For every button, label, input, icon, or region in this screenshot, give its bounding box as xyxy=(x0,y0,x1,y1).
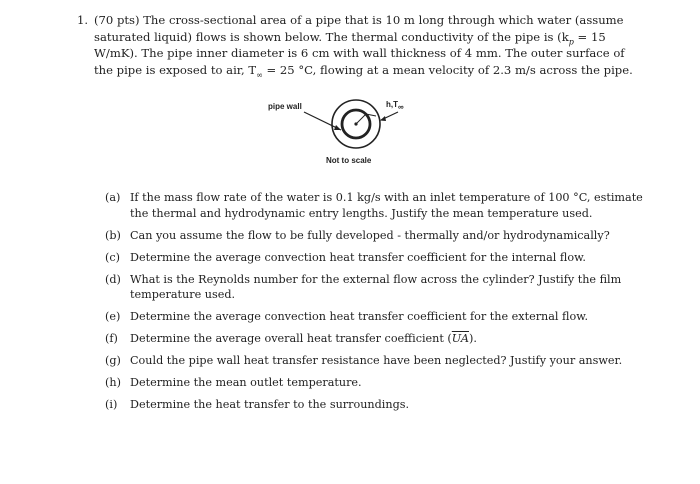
problem-line-2: saturated liquid) flows is shown below. The thermal conductivity of the pipe is ($k_p = 15$ xyxy=(94,29,606,46)
part-c: (c) Determine the average convection heat transfer coefficient for the internal flow. xyxy=(105,250,586,264)
part-label: (b) xyxy=(105,228,121,242)
tinf-subscript: ∞ xyxy=(256,70,263,80)
part-a: (a) If the mass flow rate of the water is 0.1 kg/s with an inlet temperature of 100 °C, estimate the thermal and hydrodynamic entry lengths. Justify the mean temperature used. xyxy=(105,191,643,220)
problem-statement xyxy=(77,12,644,80)
part-label: (h) xyxy=(105,376,121,390)
convection-arrowhead xyxy=(380,116,386,121)
pipe-cross-section-figure xyxy=(240,92,500,176)
part-b: (b) Can you assume the flow to be fully developed - thermally and/or hydrodynamically? xyxy=(105,228,610,242)
pipe-wall-arrowhead xyxy=(334,125,341,130)
not-to-scale-label: Not to scale xyxy=(326,156,372,165)
h-tinf-subscript: ∞ xyxy=(398,102,404,112)
problem-line-4: the pipe is exposed to air, $T_\infty = 25$ °C, flowing at a mean velocity of 2.3 m/s across the pipe. xyxy=(94,62,633,80)
part-label: (a) xyxy=(105,191,121,204)
problem-line-3: W/mK). The pipe inner diameter is 6 cm with wall thickness of 4 mm. The outer surface of xyxy=(94,46,625,61)
part-label: (c) xyxy=(105,250,120,264)
part-label: (e) xyxy=(105,310,121,324)
question-parts-list xyxy=(105,190,650,419)
part-label: (f) xyxy=(105,332,118,346)
problem-line-1: (70 pts) The cross-sectional area of a pipe that is 10 m long through which water (assume xyxy=(94,13,624,27)
kp-subscript: p xyxy=(568,36,574,46)
part-f: (f) Determine the average overall heat transfer coefficient $(\overline{UA})$. xyxy=(105,332,477,346)
kp-value: = 15 xyxy=(577,29,606,44)
part-label: (d) xyxy=(105,272,121,286)
part-d: (d) What is the Reynolds number for the external flow across the cylinder? Justify the film temperature used. xyxy=(105,272,622,302)
part-h: (h) Determine the mean outlet temperature. xyxy=(105,376,362,390)
problem-number: 1. xyxy=(77,13,89,27)
part-g: (g) Could the pipe wall heat transfer resistance have been neglected? Justify your answer. xyxy=(105,354,623,368)
h-tinf-label: $h,T_\infty$ xyxy=(386,100,404,112)
part-label: (g) xyxy=(105,354,121,368)
part-i: (i) Determine the heat transfer to the surroundings. xyxy=(105,398,410,412)
ua-symbol: $\overline{UA}$ xyxy=(451,332,469,346)
pipe-wall-label: pipe wall xyxy=(268,102,302,111)
inner-radius-line xyxy=(356,114,366,124)
part-label: (i) xyxy=(105,398,118,412)
part-e: (e) Determine the average convection heat transfer coefficient for the external flow. xyxy=(105,310,589,324)
